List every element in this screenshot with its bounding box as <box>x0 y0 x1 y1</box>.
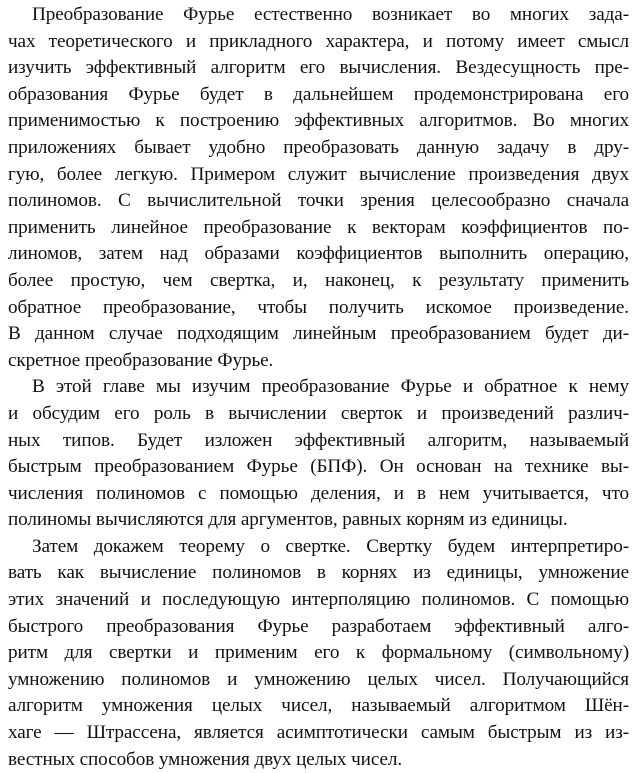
text-line: быстрого преобразования Фурье разработаем эффективный алго- <box>8 615 629 637</box>
paragraph-3 <box>8 534 629 773</box>
text-line: умножению полиномов и умножению целых чисел. Получающийся <box>8 668 629 690</box>
text-line: В этой главе мы изучим преобразование Фурье и обратное к нему <box>32 376 629 398</box>
text-line: быстрым преобразованием Фурье (БПФ). Он основан на технике вы- <box>8 456 629 478</box>
text-line: полиномов. С вычислительной точки зрения целесообразно сначала <box>8 190 629 212</box>
text-line: обратное преобразование, чтобы получить искомое произведение. <box>8 296 629 318</box>
text-line: вать как вычисление полиномов в корнях из единицы, умножение <box>8 562 629 584</box>
text-line: вестных способов умножения двух целых чисел. <box>8 748 403 770</box>
text-line: ритм для свертки и применим его к формальному (символьному) <box>8 642 629 664</box>
text-line: этих значений и последующую интерполяцию полиномов. С помощью <box>8 589 629 611</box>
text-line: хаге — Штрассена, является асимптотически самым быстрым из из- <box>8 722 629 744</box>
text-line: образования Фурье будет в дальнейшем продемонстрирована его <box>8 83 629 105</box>
text-line: применимостью к построению эффективных алгоритмов. Во многих <box>8 110 629 132</box>
text-line: ных типов. Будет изложен эффективный алгоритм, называемый <box>8 429 629 451</box>
text-line: чах теоретического и прикладного характера, и потому имеет смысл <box>8 30 629 52</box>
text-line: линомов, затем над образами коэффициентов выполнить операцию, <box>8 243 629 265</box>
text-line: гую, более легкую. Примером служит вычисление произведения двух <box>8 163 629 185</box>
text-line: Преобразование Фурье естественно возникает во многих зада- <box>32 4 629 25</box>
paragraph-1 <box>8 2 629 374</box>
text-line: приложениях бывает удобно преобразовать данную задачу в дру- <box>8 136 629 158</box>
text-line: и обсудим его роль в вычислении сверток и произведений различ- <box>8 402 629 424</box>
text-line: полиномы вычисляются для аргументов, равных корням из единицы. <box>8 509 568 531</box>
text-line: алгоритм умножения целых чисел, называемый алгоритмом Шён- <box>8 695 629 717</box>
text-line: числения полиномов с помощью деления, и в нем учитывается, что <box>8 482 629 504</box>
paragraph-2 <box>8 374 629 534</box>
text-line: изучить эффективный алгоритм его вычисления. Вездесущность пре- <box>8 57 629 79</box>
text-line: Затем докажем теорему о свертке. Свертку будем интерпретиро- <box>32 535 629 557</box>
text-line: более простую, чем свертка, и, наконец, к результату применить <box>8 269 629 291</box>
text-line: применить линейное преобразование к векторам коэффициентов по- <box>8 216 629 238</box>
text-line: В данном случае подходящим линейным преобразованием будет ди- <box>8 323 629 345</box>
text-line: скретное преобразование Фурье. <box>8 349 274 371</box>
